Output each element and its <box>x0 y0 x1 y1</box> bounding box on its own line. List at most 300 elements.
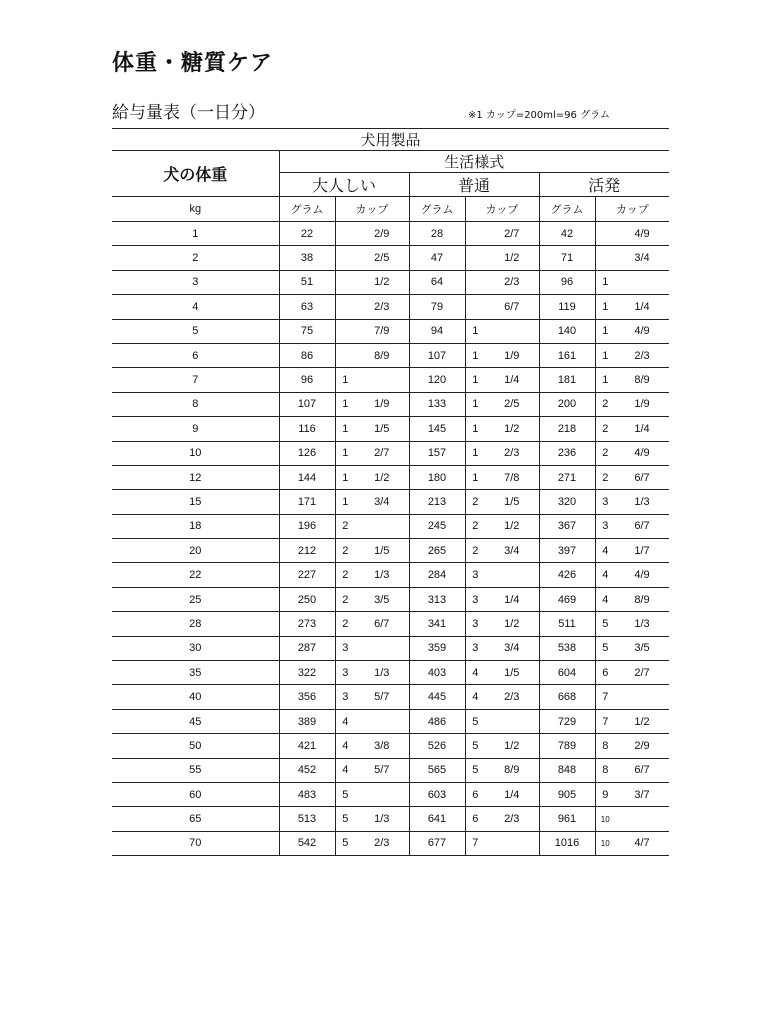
cell-active-cup-whole: 4 <box>595 539 615 563</box>
cell-calm-gram: 212 <box>279 539 335 563</box>
cell-calm-cup-fraction: 8/9 <box>355 343 409 367</box>
cell-active-gram: 42 <box>539 222 595 246</box>
cell-normal-gram: 245 <box>409 514 465 538</box>
cell-active-gram: 469 <box>539 587 595 611</box>
table-row <box>112 807 669 831</box>
cell-active-gram: 367 <box>539 514 595 538</box>
cell-calm-cup-fraction: 1/2 <box>355 465 409 489</box>
weight-header: 犬の体重 <box>112 151 279 197</box>
cell-normal-cup-fraction: 1/9 <box>485 343 539 367</box>
cell-active-cup-fraction: 3/5 <box>615 636 669 660</box>
cell-active-cup-whole: 10 <box>595 831 615 855</box>
cell-normal-gram: 107 <box>409 343 465 367</box>
cell-calm-gram: 107 <box>279 392 335 416</box>
cell-calm-cup-whole: 1 <box>335 490 355 514</box>
cell-normal-cup-whole: 2 <box>465 514 485 538</box>
cell-normal-cup-whole: 4 <box>465 685 485 709</box>
cell-calm-cup-fraction: 6/7 <box>355 612 409 636</box>
cell-weight: 7 <box>112 368 279 392</box>
table-row <box>112 831 669 855</box>
cell-active-cup-fraction: 3/4 <box>615 246 669 270</box>
cell-normal-cup-fraction <box>485 319 539 343</box>
cell-calm-cup-whole: 1 <box>335 392 355 416</box>
cell-active-gram: 729 <box>539 709 595 733</box>
cell-active-gram: 181 <box>539 368 595 392</box>
cell-normal-cup-whole: 7 <box>465 831 485 855</box>
page-title: 体重・糖質ケア <box>112 51 274 76</box>
cell-calm-cup-whole: 2 <box>335 587 355 611</box>
cell-calm-cup-whole: 1 <box>335 417 355 441</box>
cell-active-gram: 218 <box>539 417 595 441</box>
cell-calm-gram: 75 <box>279 319 335 343</box>
cell-normal-cup-fraction: 1/2 <box>485 417 539 441</box>
cell-active-cup-fraction: 6/7 <box>615 758 669 782</box>
cup-conversion-note: ※1 カップ=200ml=96 グラム <box>468 110 610 121</box>
cell-normal-cup-fraction: 2/5 <box>485 392 539 416</box>
cell-normal-cup-whole: 3 <box>465 587 485 611</box>
table-row <box>112 514 669 538</box>
cell-calm-gram: 38 <box>279 246 335 270</box>
cell-normal-cup-whole <box>465 270 485 294</box>
cell-active-gram: 320 <box>539 490 595 514</box>
table-row <box>112 222 669 246</box>
cell-normal-cup-fraction: 1/5 <box>485 661 539 685</box>
cell-normal-gram: 145 <box>409 417 465 441</box>
cell-calm-gram: 513 <box>279 807 335 831</box>
cell-calm-cup-fraction: 1/9 <box>355 392 409 416</box>
cell-calm-gram: 144 <box>279 465 335 489</box>
cell-weight: 5 <box>112 319 279 343</box>
cell-calm-cup-fraction: 1/3 <box>355 807 409 831</box>
cell-weight: 6 <box>112 343 279 367</box>
cell-active-gram: 271 <box>539 465 595 489</box>
cell-normal-gram: 313 <box>409 587 465 611</box>
cell-normal-cup-whole: 3 <box>465 563 485 587</box>
cell-normal-cup-fraction: 1/4 <box>485 782 539 806</box>
unit-gram-calm: グラム <box>279 197 335 222</box>
cell-active-cup-fraction: 1/4 <box>615 295 669 319</box>
cell-calm-cup-fraction: 1/2 <box>355 270 409 294</box>
cell-normal-gram: 180 <box>409 465 465 489</box>
cell-calm-cup-whole: 5 <box>335 831 355 855</box>
cell-normal-cup-whole <box>465 246 485 270</box>
cell-normal-cup-whole: 6 <box>465 807 485 831</box>
cell-calm-cup-whole: 3 <box>335 636 355 660</box>
cell-normal-cup-fraction: 2/3 <box>485 270 539 294</box>
cell-active-cup-whole: 6 <box>595 661 615 685</box>
cell-calm-gram: 389 <box>279 709 335 733</box>
cell-calm-gram: 126 <box>279 441 335 465</box>
cell-weight: 3 <box>112 270 279 294</box>
cell-weight: 4 <box>112 295 279 319</box>
cell-active-cup-fraction: 1/3 <box>615 612 669 636</box>
cell-calm-cup-fraction <box>355 368 409 392</box>
cell-active-gram: 848 <box>539 758 595 782</box>
table-subtitle: 給与量表（一日分） <box>112 103 265 123</box>
table-row <box>112 685 669 709</box>
cell-calm-cup-fraction <box>355 709 409 733</box>
cell-normal-gram: 94 <box>409 319 465 343</box>
cell-calm-gram: 273 <box>279 612 335 636</box>
cell-active-gram: 668 <box>539 685 595 709</box>
cell-weight: 65 <box>112 807 279 831</box>
cell-calm-gram: 171 <box>279 490 335 514</box>
cell-active-cup-whole: 1 <box>595 343 615 367</box>
cell-weight: 40 <box>112 685 279 709</box>
lifestyle-header: 生活様式 <box>279 151 669 173</box>
table-row <box>112 343 669 367</box>
cell-active-cup-fraction: 4/9 <box>615 222 669 246</box>
cell-normal-gram: 64 <box>409 270 465 294</box>
cell-active-gram: 961 <box>539 807 595 831</box>
cell-normal-cup-fraction: 8/9 <box>485 758 539 782</box>
cell-active-cup-fraction: 4/9 <box>615 441 669 465</box>
table-row <box>112 490 669 514</box>
cell-calm-cup-fraction: 2/3 <box>355 831 409 855</box>
cell-active-gram: 71 <box>539 246 595 270</box>
cell-normal-gram: 47 <box>409 246 465 270</box>
group-header-normal: 普通 <box>409 173 539 197</box>
cell-calm-cup-whole: 2 <box>335 539 355 563</box>
table-row <box>112 319 669 343</box>
cell-calm-cup-whole: 1 <box>335 441 355 465</box>
cell-calm-cup-fraction: 2/9 <box>355 222 409 246</box>
feeding-table <box>112 128 669 856</box>
cell-calm-cup-fraction: 5/7 <box>355 758 409 782</box>
cell-calm-cup-fraction: 3/5 <box>355 587 409 611</box>
cell-calm-gram: 22 <box>279 222 335 246</box>
cell-normal-gram: 526 <box>409 734 465 758</box>
cell-active-cup-fraction: 2/9 <box>615 734 669 758</box>
cell-weight: 60 <box>112 782 279 806</box>
cell-active-cup-whole: 1 <box>595 270 615 294</box>
cell-calm-gram: 483 <box>279 782 335 806</box>
cell-active-cup-fraction: 8/9 <box>615 368 669 392</box>
cell-normal-cup-whole: 1 <box>465 417 485 441</box>
cell-active-gram: 1016 <box>539 831 595 855</box>
cell-active-cup-fraction <box>615 807 669 831</box>
cell-normal-cup-whole: 1 <box>465 368 485 392</box>
cell-active-cup-fraction: 2/3 <box>615 343 669 367</box>
cell-active-cup-whole: 2 <box>595 417 615 441</box>
cell-normal-cup-fraction: 2/7 <box>485 222 539 246</box>
cell-normal-gram: 486 <box>409 709 465 733</box>
cell-weight: 55 <box>112 758 279 782</box>
cell-normal-cup-whole <box>465 222 485 246</box>
cell-weight: 9 <box>112 417 279 441</box>
cell-normal-cup-whole: 3 <box>465 636 485 660</box>
cell-active-cup-whole: 8 <box>595 734 615 758</box>
cell-weight: 50 <box>112 734 279 758</box>
table-row <box>112 734 669 758</box>
cell-active-cup-fraction: 3/7 <box>615 782 669 806</box>
cell-active-gram: 200 <box>539 392 595 416</box>
cell-calm-cup-whole: 2 <box>335 612 355 636</box>
cell-normal-cup-fraction: 7/8 <box>485 465 539 489</box>
cell-calm-cup-fraction: 3/8 <box>355 734 409 758</box>
cell-active-gram: 426 <box>539 563 595 587</box>
cell-calm-cup-fraction: 1/5 <box>355 417 409 441</box>
table-row <box>112 709 669 733</box>
group-header-calm: 大人しい <box>279 173 409 197</box>
cell-active-gram: 96 <box>539 270 595 294</box>
table-row <box>112 563 669 587</box>
cell-normal-cup-fraction: 1/2 <box>485 612 539 636</box>
cell-active-cup-whole: 5 <box>595 612 615 636</box>
cell-active-cup-whole: 3 <box>595 514 615 538</box>
cell-normal-cup-fraction: 1/4 <box>485 587 539 611</box>
cell-normal-cup-whole: 1 <box>465 319 485 343</box>
cell-calm-gram: 287 <box>279 636 335 660</box>
cell-normal-gram: 213 <box>409 490 465 514</box>
cell-normal-cup-whole: 1 <box>465 343 485 367</box>
cell-normal-gram: 120 <box>409 368 465 392</box>
cell-normal-gram: 79 <box>409 295 465 319</box>
cell-active-cup-fraction: 4/9 <box>615 563 669 587</box>
cell-active-gram: 236 <box>539 441 595 465</box>
cell-calm-cup-fraction <box>355 514 409 538</box>
cell-calm-cup-whole <box>335 222 355 246</box>
cell-active-cup-fraction: 4/9 <box>615 319 669 343</box>
cell-active-gram: 397 <box>539 539 595 563</box>
cell-active-cup-whole: 1 <box>595 319 615 343</box>
cell-calm-cup-whole: 2 <box>335 514 355 538</box>
cell-weight: 15 <box>112 490 279 514</box>
cell-normal-gram: 641 <box>409 807 465 831</box>
cell-normal-gram: 403 <box>409 661 465 685</box>
cell-calm-gram: 250 <box>279 587 335 611</box>
cell-active-cup-whole: 5 <box>595 636 615 660</box>
cell-calm-gram: 227 <box>279 563 335 587</box>
cell-calm-gram: 116 <box>279 417 335 441</box>
cell-normal-gram: 133 <box>409 392 465 416</box>
cell-active-gram: 511 <box>539 612 595 636</box>
cell-calm-cup-whole: 3 <box>335 685 355 709</box>
cell-calm-cup-fraction: 1/3 <box>355 661 409 685</box>
cell-calm-cup-whole: 4 <box>335 709 355 733</box>
table-row <box>112 465 669 489</box>
cell-calm-cup-fraction: 2/3 <box>355 295 409 319</box>
unit-cup-calm: カップ <box>335 197 409 222</box>
cell-calm-gram: 63 <box>279 295 335 319</box>
cell-calm-cup-fraction <box>355 636 409 660</box>
cell-calm-cup-fraction: 2/5 <box>355 246 409 270</box>
cell-normal-cup-whole: 4 <box>465 661 485 685</box>
cell-weight: 28 <box>112 612 279 636</box>
cell-calm-gram: 356 <box>279 685 335 709</box>
cell-active-cup-whole: 3 <box>595 490 615 514</box>
cell-normal-cup-whole: 6 <box>465 782 485 806</box>
cell-calm-gram: 86 <box>279 343 335 367</box>
table-row <box>112 782 669 806</box>
cell-normal-cup-fraction: 2/3 <box>485 441 539 465</box>
cell-active-cup-fraction: 1/4 <box>615 417 669 441</box>
cell-active-cup-whole: 1 <box>595 295 615 319</box>
cell-normal-gram: 28 <box>409 222 465 246</box>
cell-active-gram: 140 <box>539 319 595 343</box>
cell-active-gram: 905 <box>539 782 595 806</box>
cell-calm-cup-fraction: 3/4 <box>355 490 409 514</box>
cell-active-gram: 119 <box>539 295 595 319</box>
cell-normal-cup-whole: 1 <box>465 441 485 465</box>
cell-calm-gram: 196 <box>279 514 335 538</box>
table-row <box>112 246 669 270</box>
cell-active-cup-whole: 10 <box>595 807 615 831</box>
cell-active-cup-fraction: 1/3 <box>615 490 669 514</box>
unit-kg: kg <box>112 197 279 222</box>
cell-weight: 20 <box>112 539 279 563</box>
cell-active-cup-fraction <box>615 685 669 709</box>
cell-weight: 2 <box>112 246 279 270</box>
cell-calm-gram: 51 <box>279 270 335 294</box>
unit-gram-active: グラム <box>539 197 595 222</box>
cell-weight: 8 <box>112 392 279 416</box>
cell-calm-cup-whole: 5 <box>335 807 355 831</box>
cell-calm-cup-whole <box>335 270 355 294</box>
cell-calm-cup-fraction <box>355 782 409 806</box>
cell-normal-gram: 359 <box>409 636 465 660</box>
cell-calm-gram: 452 <box>279 758 335 782</box>
cell-weight: 45 <box>112 709 279 733</box>
cell-active-cup-fraction: 6/7 <box>615 465 669 489</box>
cell-active-cup-fraction: 6/7 <box>615 514 669 538</box>
cell-active-cup-whole <box>595 222 615 246</box>
cell-normal-cup-fraction: 1/2 <box>485 734 539 758</box>
cell-normal-cup-whole: 1 <box>465 465 485 489</box>
cell-normal-cup-whole <box>465 295 485 319</box>
cell-normal-gram: 341 <box>409 612 465 636</box>
cell-weight: 10 <box>112 441 279 465</box>
cell-calm-cup-fraction: 2/7 <box>355 441 409 465</box>
cell-normal-gram: 603 <box>409 782 465 806</box>
product-header: 犬用製品 <box>112 129 669 151</box>
cell-normal-cup-fraction: 1/2 <box>485 246 539 270</box>
cell-normal-cup-whole: 1 <box>465 392 485 416</box>
cell-calm-cup-whole: 4 <box>335 758 355 782</box>
cell-active-cup-whole: 7 <box>595 685 615 709</box>
cell-calm-cup-whole <box>335 246 355 270</box>
cell-calm-cup-whole <box>335 343 355 367</box>
cell-active-cup-whole: 8 <box>595 758 615 782</box>
table-row <box>112 661 669 685</box>
cell-active-gram: 538 <box>539 636 595 660</box>
cell-active-cup-fraction: 4/7 <box>615 831 669 855</box>
cell-calm-gram: 322 <box>279 661 335 685</box>
cell-normal-cup-fraction: 3/4 <box>485 539 539 563</box>
cell-normal-cup-fraction: 3/4 <box>485 636 539 660</box>
cell-active-cup-whole: 1 <box>595 368 615 392</box>
cell-calm-cup-whole: 4 <box>335 734 355 758</box>
table-row <box>112 539 669 563</box>
table-row <box>112 636 669 660</box>
cell-active-cup-whole: 9 <box>595 782 615 806</box>
cell-active-cup-whole: 7 <box>595 709 615 733</box>
cell-active-cup-whole: 4 <box>595 587 615 611</box>
unit-cup-normal: カップ <box>465 197 539 222</box>
cell-normal-gram: 445 <box>409 685 465 709</box>
table-row <box>112 441 669 465</box>
cell-calm-cup-whole <box>335 295 355 319</box>
cell-active-cup-whole <box>595 246 615 270</box>
group-header-active: 活発 <box>539 173 669 197</box>
unit-cup-active: カップ <box>595 197 669 222</box>
cell-weight: 1 <box>112 222 279 246</box>
cell-active-cup-whole: 2 <box>595 465 615 489</box>
cell-calm-cup-fraction: 1/5 <box>355 539 409 563</box>
cell-normal-cup-fraction: 2/3 <box>485 807 539 831</box>
cell-normal-cup-fraction: 1/5 <box>485 490 539 514</box>
cell-weight: 12 <box>112 465 279 489</box>
cell-calm-cup-whole: 1 <box>335 368 355 392</box>
cell-active-gram: 161 <box>539 343 595 367</box>
cell-active-gram: 604 <box>539 661 595 685</box>
cell-normal-gram: 565 <box>409 758 465 782</box>
table-row <box>112 392 669 416</box>
cell-normal-cup-fraction: 2/3 <box>485 685 539 709</box>
cell-active-cup-fraction: 1/2 <box>615 709 669 733</box>
cell-weight: 18 <box>112 514 279 538</box>
cell-active-cup-fraction: 1/7 <box>615 539 669 563</box>
cell-normal-cup-fraction <box>485 563 539 587</box>
cell-calm-cup-whole: 2 <box>335 563 355 587</box>
table-body <box>112 222 669 856</box>
cell-calm-gram: 96 <box>279 368 335 392</box>
cell-calm-cup-whole: 3 <box>335 661 355 685</box>
cell-weight: 22 <box>112 563 279 587</box>
cell-calm-cup-whole: 5 <box>335 782 355 806</box>
cell-weight: 35 <box>112 661 279 685</box>
cell-normal-cup-fraction <box>485 709 539 733</box>
table-row <box>112 295 669 319</box>
cell-weight: 25 <box>112 587 279 611</box>
cell-calm-cup-whole: 1 <box>335 465 355 489</box>
cell-active-cup-fraction: 2/7 <box>615 661 669 685</box>
cell-active-cup-whole: 4 <box>595 563 615 587</box>
unit-gram-normal: グラム <box>409 197 465 222</box>
cell-active-cup-whole: 2 <box>595 441 615 465</box>
cell-normal-cup-whole: 2 <box>465 539 485 563</box>
cell-active-cup-fraction: 8/9 <box>615 587 669 611</box>
cell-weight: 30 <box>112 636 279 660</box>
cell-active-gram: 789 <box>539 734 595 758</box>
cell-normal-cup-whole: 5 <box>465 734 485 758</box>
cell-calm-gram: 421 <box>279 734 335 758</box>
cell-normal-gram: 265 <box>409 539 465 563</box>
table-row <box>112 758 669 782</box>
table-row <box>112 368 669 392</box>
cell-weight: 70 <box>112 831 279 855</box>
cell-normal-cup-fraction: 1/2 <box>485 514 539 538</box>
table-row <box>112 270 669 294</box>
cell-normal-cup-fraction: 1/4 <box>485 368 539 392</box>
cell-normal-cup-fraction <box>485 831 539 855</box>
cell-calm-gram: 542 <box>279 831 335 855</box>
cell-calm-cup-fraction: 5/7 <box>355 685 409 709</box>
table-row <box>112 417 669 441</box>
cell-normal-cup-whole: 2 <box>465 490 485 514</box>
cell-normal-cup-whole: 5 <box>465 758 485 782</box>
cell-calm-cup-fraction: 7/9 <box>355 319 409 343</box>
cell-active-cup-fraction <box>615 270 669 294</box>
table-row <box>112 612 669 636</box>
cell-normal-cup-whole: 3 <box>465 612 485 636</box>
cell-normal-cup-whole: 5 <box>465 709 485 733</box>
cell-normal-gram: 677 <box>409 831 465 855</box>
cell-normal-gram: 284 <box>409 563 465 587</box>
cell-active-cup-fraction: 1/9 <box>615 392 669 416</box>
table-row <box>112 587 669 611</box>
cell-normal-gram: 157 <box>409 441 465 465</box>
